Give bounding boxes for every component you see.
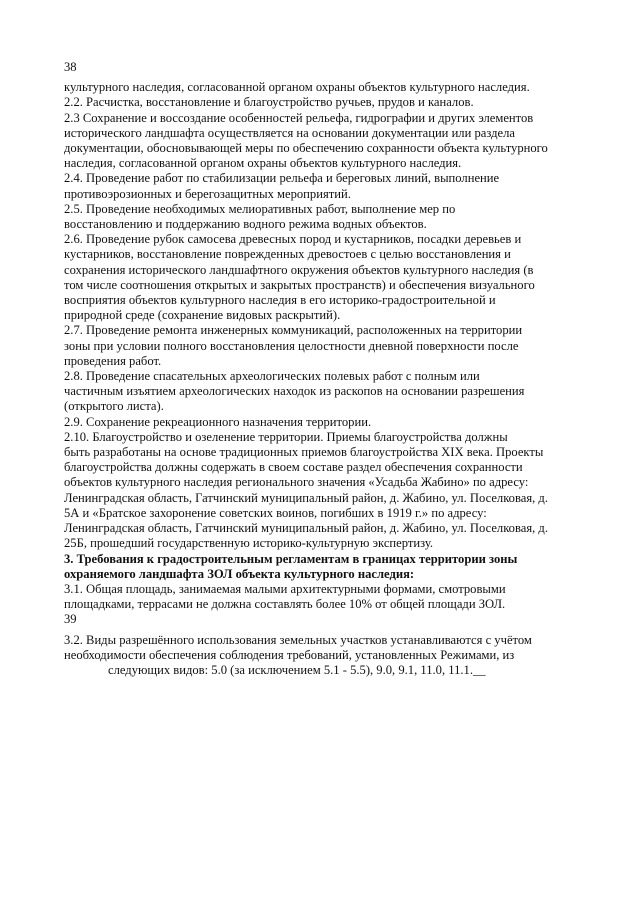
text-line: сохранения исторического ландшафтного окружения объектов культурного наследия (в (64, 262, 534, 277)
text-line: (открытого листа). (64, 399, 164, 414)
text-line: противоэрозионных и берегозащитных мероприятий. (64, 186, 351, 201)
text-line: восприятия объектов культурного наследия в его историко-градостроительной и (64, 293, 496, 308)
text-line: 3.2. Виды разрешённого использования земельных участков устанавливаются с учётом (64, 632, 532, 647)
text-line: наследия, согласованной органом охраны объектов культурного наследия. (64, 156, 462, 171)
page-number: 38 (64, 60, 77, 74)
text-line: благоустройства должны содержать в своем составе раздел обеспечения сохранности (64, 460, 523, 475)
text-line: необходимости обеспечения соблюдения требований, установленных Режимами, из (64, 647, 515, 662)
text-line: 2.10. Благоустройство и озеленение территории. Приемы благоустройства должны (64, 429, 508, 444)
document-body (64, 60, 604, 678)
text-line: том числе соотношения открытых и закрытых пространств) и обеспечения визуального (64, 277, 535, 292)
text-line: частичным изъятием археологических находок из раскопов на основании разрешения (64, 384, 525, 399)
text-line: зоны при условии полного восстановления целостности дневной поверхности после (64, 338, 519, 353)
text-line: быть разработаны на основе традиционных приемов благоустройства XIX века. Проекты (64, 445, 544, 460)
text-line: площадками, террасами не должна составлять более 10% от общей площади ЗОЛ. (64, 597, 506, 612)
text-line: 2.6. Проведение рубок самосева древесных пород и кустарников, посадки деревьев и (64, 232, 522, 247)
text-line: кустарников, восстановление поврежденных древостоев с целью восстановления и (64, 247, 511, 262)
text-line: 2.2. Расчистка, восстановление и благоустройство ручьев, прудов и каналов. (64, 95, 474, 110)
text-line: следующих видов: 5.0 (за исключением 5.1 - 5.5), 9.0, 9.1, 11.0, 11.1.__ (108, 662, 486, 677)
section-heading: охраняемого ландшафта ЗОЛ объекта культурного наследия: (64, 566, 415, 581)
text-line: Ленинградская область, Гатчинский муниципальный район, д. Жабино, ул. Поселковая, д. (64, 521, 548, 536)
text-line: природной среде (сохранение видовых раскрытий). (64, 308, 341, 323)
text-line: 3.1. Общая площадь, занимаемая малыми архитектурными формами, смотровыми (64, 581, 506, 596)
text-line: документации, обосновывающей меры по обеспечению сохранности объекта культурного (64, 141, 548, 156)
text-line: культурного наследия, согласованной органом охраны объектов культурного наследия. (64, 80, 530, 95)
text-line: 2.7. Проведение ремонта инженерных коммуникаций, расположенных на территории (64, 323, 523, 338)
page-number: 39 (64, 612, 77, 627)
text-line: 2.5. Проведение необходимых мелиоративных работ, выполнение мер по (64, 201, 456, 216)
text-line: объектов культурного наследия регионального значения «Усадьба Жабино» по адресу: (64, 475, 529, 490)
text-line: 2.8. Проведение спасательных археологических полевых работ с полным или (64, 369, 480, 384)
text-line: 2.9. Сохранение рекреационного назначения территории. (64, 414, 372, 429)
text-line: проведения работ. (64, 353, 162, 368)
text-line: 2.3 Сохранение и воссоздание особенностей рельефа, гидрографии и других элементов (64, 110, 534, 125)
text-line: исторического ландшафта осуществляется на основании документации или раздела (64, 125, 515, 140)
text-line: 25Б, прошедший государственную историко-культурную экспертизу. (64, 536, 434, 551)
section-heading: 3. Требования к градостроительным регламентам в границах территории зоны (64, 551, 518, 566)
text-line: 2.4. Проведение работ по стабилизации рельефа и береговых линий, выполнение (64, 171, 500, 186)
text-line: 5А и «Братское захоронение советских воинов, погибших в 1919 г.» по адресу: (64, 505, 487, 520)
text-line: Ленинградская область, Гатчинский муниципальный район, д. Жабино, ул. Поселковая, д. (64, 490, 548, 505)
text-line: восстановлению и поддержанию водного режима водных объектов. (64, 217, 427, 232)
